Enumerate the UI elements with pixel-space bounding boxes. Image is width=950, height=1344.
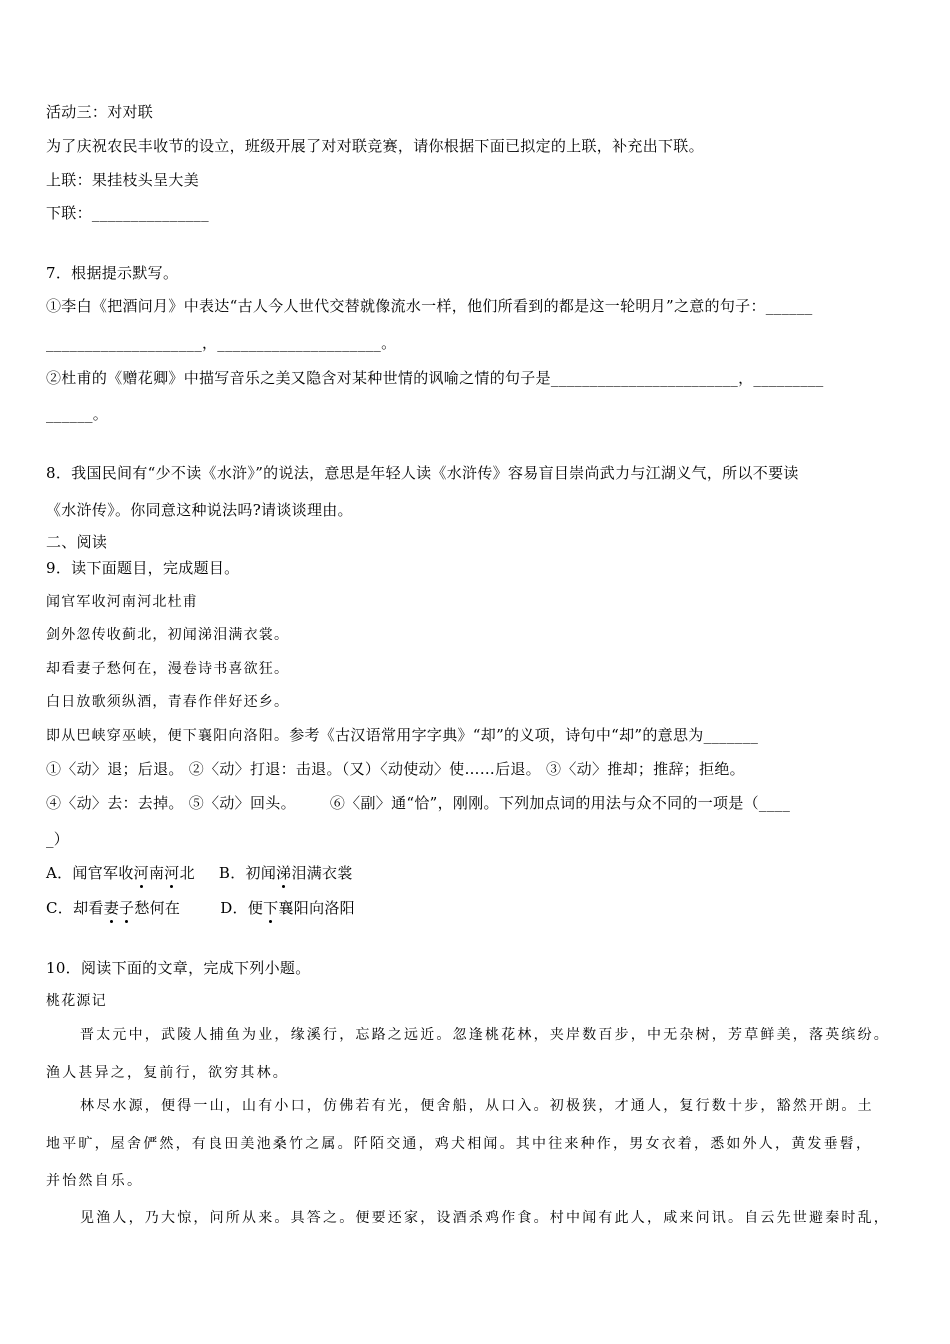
meanings-part-a: ④〈动〉去：去掉。 ⑤〈动〉回头。 [46,794,296,812]
q7-stem: 7．根据提示默写。 [46,264,179,282]
q9-meanings-line2 [46,793,790,813]
q7-item1-line2: ____________________，_____________________。 [46,334,397,352]
q7-item2-line1: ②杜甫的《赠花卿》中描写音乐之美又隐含对某种世情的讽喻之情的句子是________________________，_________ [46,369,824,387]
option-c-text: C．却看 [46,899,104,917]
option-c[interactable] [46,899,180,917]
q10-stem: 10．阅读下面的文章，完成下列小题。 [46,959,311,977]
option-b-text: 泪满衣裳 [291,864,353,882]
section2-title: 二、阅读 [46,533,108,551]
option-d-text: 襄阳向洛阳 [278,899,355,917]
couplet-upper: 上联：果挂枝头呈大美 [46,171,200,189]
option-a-dotted: 河 [133,864,149,882]
option-b-text: B．初闻 [218,864,277,882]
option-a-dotted: 河 [164,864,180,882]
poem-title: 闻官军收河南河北杜甫 [46,594,198,610]
q7-item2-line2: ______。 [46,405,109,423]
option-d-text: D．便 [220,899,264,917]
article-p2-line2: 地平旷，屋舍俨然，有良田美池桑竹之属。阡陌交通，鸡犬相闻。其中往来种作，男女衣着，悉如外人，黄发垂髫， [46,1136,873,1152]
q8-line1: 8．我国民间有“少不读《水浒》”的说法，意思是年轻人读《水浒传》容易盲目崇尚武力与江湖义气，所以不要读 [46,464,799,482]
option-c-dotted: 妻 [103,899,119,917]
q9-stem: 9．读下面题目，完成题目。 [46,559,240,577]
option-a-text: A．闻官军收 [46,864,134,882]
activity3-title: 活动三：对对联 [46,103,154,121]
option-b-dotted: 涕 [276,864,292,882]
option-d[interactable] [220,899,355,917]
q9-meanings-line1: ①〈动〉退；后退。 ②〈动〉打退：击退。（又）〈动使动〉使……后退。 ③〈动〉推却；推辞；拒绝。 [46,760,745,778]
poem-line: 即从巴峡穿巫峡，便下襄阳向洛阳。 [46,728,290,744]
article-p1-line1: 晋太元中，武陵人捕鱼为业，缘溪行，忘路之远近。忽逢桃花林，夹岸数百步，中无杂树，芳草鲜美，落英缤纷。 [80,1027,890,1043]
option-a[interactable] [46,864,195,882]
poem-line: 剑外忽传收蓟北，初闻涕泪满衣裳。 [46,627,290,643]
meanings-part-b: ⑥〈副〉通“恰”，刚刚。下列加点词的用法与众不同的一项是（____ [329,794,791,812]
q8-line2: 《水浒传》。你同意这种说法吗?请谈谈理由。 [46,501,353,519]
q9-question-line [46,725,758,746]
poem-line: 白日放歌须纵酒，青春作伴好还乡。 [46,694,290,710]
options-row-cd [46,898,355,918]
option-b[interactable] [219,864,353,882]
q9-meanings-line3: _） [46,830,70,848]
article-title: 桃花源记 [46,993,107,1009]
option-c-dotted: 子 [119,899,135,917]
article-p1-line2: 渔人甚异之，复前行，欲穷其林。 [46,1065,289,1081]
poem-line: 却看妻子愁何在，漫卷诗书喜欲狂。 [46,661,290,677]
options-row-ab [46,863,353,883]
article-p2-line1: 林尽水源，便得一山，山有小口，仿佛若有光，便舍船，从口入。初极狭，才通人，复行数十步，豁然开朗。土 [80,1098,874,1114]
q7-item1-line1: ①李白《把酒问月》中表达“古人今人世代交替就像流水一样，他们所看到的都是这一轮明月”之意的句子：______ [46,297,813,315]
option-c-text: 愁何在 [134,899,181,917]
option-a-text: 南 [148,864,165,882]
option-a-text: 北 [179,864,195,882]
activity3-intro: 为了庆祝农民丰收节的设立，班级开展了对对联竞赛，请你根据下面已拟定的上联，补充出下联。 [46,137,704,155]
article-p2-line3: 并怡然自乐。 [46,1173,144,1189]
q9-question: 参考《古汉语常用字字典》“却”的义项，诗句中“却”的意思为_______ [289,726,759,744]
option-d-dotted: 下 [263,899,279,917]
article-p3-line1: 见渔人，乃大惊，问所从来。具答之。便要还家，设酒杀鸡作食。村中闻有此人，咸来问讯。自云先世避秦时乱， [80,1210,890,1226]
couplet-lower-blank: 下联：_______________ [46,204,209,222]
